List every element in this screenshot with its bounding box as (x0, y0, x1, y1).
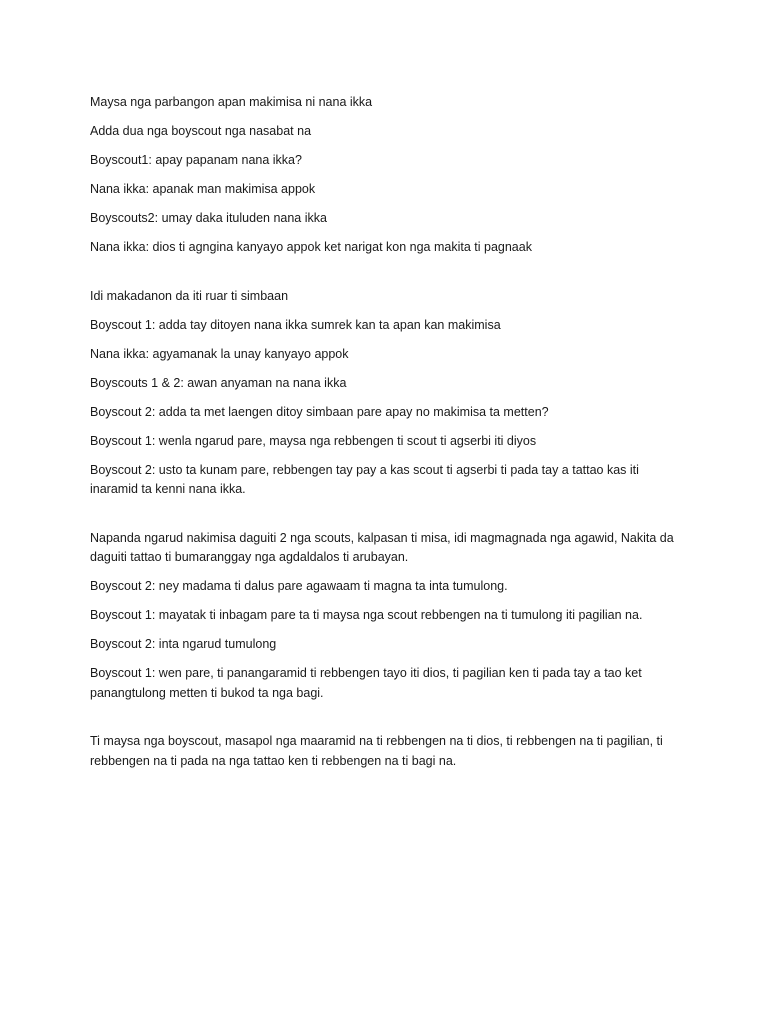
paragraph: Boyscout 1: wenla ngarud pare, maysa nga rebbengen ti scout ti agserbi iti diyos (90, 433, 537, 448)
paragraph: Idi makadanon da iti ruar ti simbaan (90, 288, 289, 303)
paragraph: Boyscout1: apay papanam nana ikka? (90, 153, 302, 167)
paragraph: Maysa nga parbangon apan makimisa ni nana ikka (90, 95, 373, 109)
blank-line (90, 509, 680, 529)
paragraph: Boyscout 1: adda tay ditoyen nana ikka sumrek kan ta apan kan makimisa (90, 317, 501, 332)
paragraph: Boyscouts 1 & 2: awan anyaman na nana ikka (90, 375, 347, 390)
paragraph: Nana ikka: dios ti agngina kanyayo appok ket narigat kon nga makita ti pagnaak (90, 240, 532, 254)
paragraph: Boyscout 1: wen pare, ti panangaramid ti rebbengen tayo iti dios, ti pagilian ken ti pada tay a tao ket panangtulong metten ti bukod ta nga bagi. (90, 666, 642, 700)
paragraph: Boyscout 2: ney madama ti dalus pare agawaam ti magna ta inta tumulong. (90, 579, 508, 593)
paragraph: Adda dua nga boyscout nga nasabat na (90, 124, 312, 138)
blank-line (90, 267, 680, 287)
paragraph: Boyscout 2: usto ta kunam pare, rebbengen tay pay a kas scout ti agserbi ti pada tay a tattao kas iti inaramid ta kenni nana ikka. (90, 462, 639, 496)
paragraph: Nana ikka: agyamanak la unay kanyayo appok (90, 346, 349, 361)
paragraph: Boyscout 1: mayatak ti inbagam pare ta ti maysa nga scout rebbengen na ti tumulong iti pagilian na. (90, 608, 643, 622)
paragraph: Boyscouts2: umay daka ituluden nana ikka (90, 211, 327, 225)
paragraph: Boyscout 2: adda ta met laengen ditoy simbaan pare apay no makimisa ta metten? (90, 404, 549, 419)
paragraph: Napanda ngarud nakimisa daguiti 2 nga scouts, kalpasan ti misa, idi magmagnada nga agawid, Nakita da daguiti tattao ti bumaranggay nga agdaldalos ti arubayan. (90, 530, 674, 564)
blank-line (90, 713, 680, 733)
document-body (90, 93, 680, 781)
paragraph: Ti maysa nga boyscout, masapol nga maaramid na ti rebbengen na ti dios, ti rebbengen na ti pagilian, ti rebbengen na ti pada na nga tattao ken ti rebbengen na ti bagi na. (90, 734, 663, 768)
paragraph: Boyscout 2: inta ngarud tumulong (90, 637, 277, 651)
paragraph: Nana ikka: apanak man makimisa appok (90, 182, 316, 196)
